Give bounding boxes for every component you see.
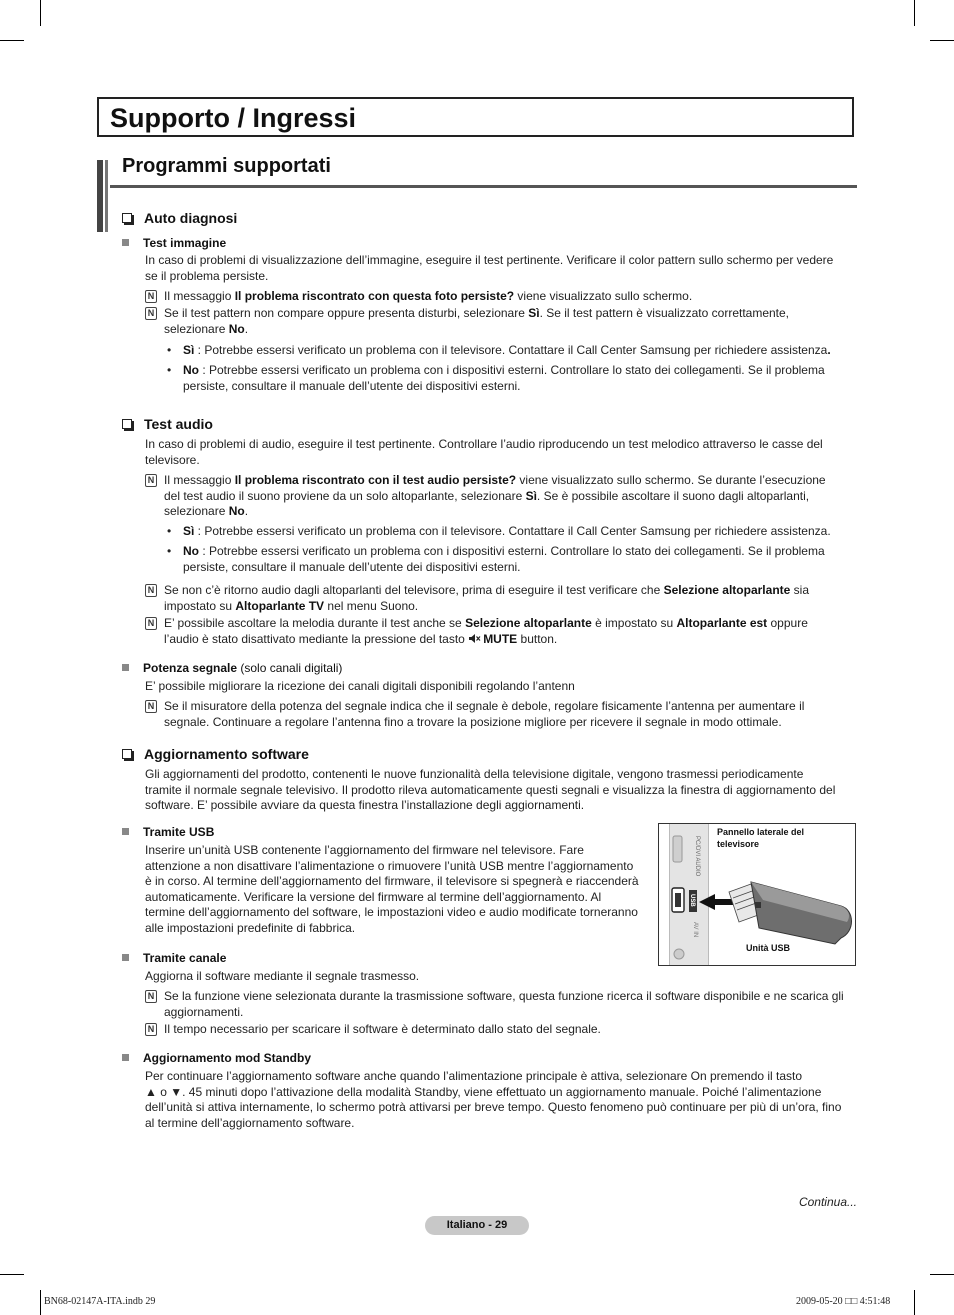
note-icon: N — [145, 617, 157, 630]
note-icon: N — [145, 700, 157, 713]
subheading-tramite-canale: Tramite canale — [122, 951, 226, 965]
page-number-badge: Italiano - 29 — [425, 1216, 529, 1235]
list-item: • Sì : Potrebbe essersi verificato un problema con il televisore. Contattare il Call Center Samsung per richiedere assistenza. — [167, 343, 831, 357]
checkbox-icon — [122, 419, 132, 429]
subheading-aggiornamento-standby: Aggiornamento mod Standby — [122, 1051, 311, 1065]
paragraph: Inserire un’unità USB contenente l’aggiornamento del firmware nel televisore. Fare attenzione a non disattivare l’alimentazione o rimuovere l’unità USB mentre l’aggiornamento è in corso. Al termine dell’aggiornamento del firmware, il televisore si spegnerà e riaccenderà automaticamente. Verificare la versione del firmware al termine dell’aggiornamento. Al termine dell’aggiornamento del software, le impostazioni video e audio modificate torneranno alle impostazioni predefinite di fabbrica. — [145, 843, 639, 935]
note: N Se non c’è ritorno audio dagli altoparlanti del televisore, prima di eseguire il test verificare che Selezione altoparlante sia impostato su Altoparlante TV nel menu Suono. — [145, 583, 857, 614]
footer-timestamp: 2009-05-20 □□ 4:51:48 — [796, 1296, 891, 1307]
crop-mark — [914, 0, 915, 26]
section-bar — [97, 160, 103, 232]
mute-icon — [468, 633, 481, 644]
page-title-box — [97, 97, 854, 137]
square-bullet-icon — [122, 828, 129, 835]
square-bullet-icon — [122, 239, 129, 246]
crop-mark — [930, 40, 954, 41]
square-bullet-icon — [122, 664, 129, 671]
note-icon: N — [145, 307, 157, 320]
paragraph: Gli aggiornamenti del prodotto, contenenti le nuove funzionalità della televisione digitale, vengono trasmessi periodicamente tramite il normale segnale televisivo. Il prodotto rileva automaticamente questi segnali e visualizza la finestra di aggiornamento del software. E’ possibile avviare da questa finestra l’installazione degli aggiornamenti. — [145, 767, 836, 812]
square-bullet-icon — [122, 954, 129, 961]
checkbox-icon — [122, 749, 132, 759]
subheading-test-immagine: Test immagine — [122, 236, 226, 250]
section-rule — [110, 185, 857, 188]
bullet-icon: • — [167, 363, 172, 377]
bullet-icon: • — [167, 343, 172, 357]
bullet-icon: • — [167, 544, 172, 558]
subheading-potenza-segnale: Potenza segnale (solo canali digitali) — [122, 661, 342, 675]
port-label-pc: PC/DVI AUDIO — [694, 836, 700, 877]
heading-test-audio: Test audio — [122, 416, 213, 432]
av-port-icon — [674, 949, 684, 959]
section-title: Programmi supportati — [122, 155, 331, 177]
paragraph: E’ possibile migliorare la ricezione dei canali digitali disponibili regolando l’antenn — [145, 679, 575, 693]
crop-mark — [0, 40, 24, 41]
note-icon: N — [145, 990, 157, 1003]
footer-file: BN68-02147A-ITA.indb 29 — [44, 1296, 156, 1307]
heading-aggiornamento-software: Aggiornamento software — [122, 746, 309, 762]
crop-mark — [914, 1290, 915, 1315]
heading-auto-diagnosi: Auto diagnosi — [122, 210, 237, 226]
subheading-tramite-usb: Tramite USB — [122, 825, 214, 839]
note: N Se il test pattern non compare oppure presenta disturbi, selezionare Sì. Se il test pattern è visualizzato correttamente, selezionare No. — [145, 306, 857, 337]
note-icon: N — [145, 474, 157, 487]
continua-link: Continua... — [798, 1195, 857, 1209]
figure-caption-panel: Pannello laterale del televisore — [717, 827, 805, 849]
bullet-icon: • — [167, 524, 172, 538]
note: N E’ possibile ascoltare la melodia durante il test anche se Selezione altoparlante è impostato su Altoparlante est oppure l’audio è stato disattivato mediante la pressione del tasto MUTE button. — [145, 616, 857, 647]
crop-mark — [930, 1274, 954, 1275]
port-label-av: AV IN — [692, 922, 698, 938]
note-icon: N — [145, 1023, 157, 1036]
square-bullet-icon — [122, 1054, 129, 1061]
crop-mark — [40, 0, 41, 26]
crop-mark — [0, 1274, 24, 1275]
crop-mark — [40, 1290, 41, 1315]
usb-figure — [658, 823, 856, 966]
paragraph: Aggiorna il software mediante il segnale trasmesso. — [145, 969, 420, 983]
note: N Il messaggio Il problema riscontrato con il test audio persiste? viene visualizzato sullo schermo. Se durante l’esecuzione del test audio il suono proviene da un solo altoparlante, selezionare Sì. Se è possibile ascoltare il suono dagli altoparlanti, selezionare No. — [145, 473, 857, 520]
note: N Il messaggio Il problema riscontrato con questa foto persiste? viene visualizzato sullo schermo. — [145, 289, 857, 305]
audio-port-icon — [673, 836, 682, 862]
paragraph: In caso di problemi di visualizzazione dell’immagine, eseguire il test pertinente. Verificare il color pattern sullo schermo per vedere se il problema persiste. — [145, 253, 834, 283]
list-item: • No : Potrebbe essersi verificato un problema con i dispositivi esterni. Controllare lo stato dei collegamenti. Se il problema persiste, consultare il manuale dell’utente dei dispositivi esterni. — [167, 544, 825, 574]
page-title: Supporto / Ingressi — [110, 103, 357, 133]
note-icon: N — [145, 290, 157, 303]
note: N Se la funzione viene selezionata durante la trasmissione software, questa funzione ricerca il software disponibile e ne scarica gli aggiornamenti. — [145, 989, 857, 1020]
figure-caption-usb: Unità USB — [746, 943, 791, 953]
list-item: • Sì : Potrebbe essersi verificato un problema con il televisore. Contattare il Call Center Samsung per richiedere assistenza. — [167, 524, 831, 538]
note: N Il tempo necessario per scaricare il software è determinato dallo stato del segnale. — [145, 1022, 857, 1038]
section-bar-accent — [105, 160, 108, 232]
paragraph: Per continuare l’aggiornamento software anche quando l’alimentazione principale è attiva, selezionare On premendo il tasto ▲ o ▼. 45 minuti dopo l’attivazione della modalità Standby, viene effettuato un aggiornamento manuale. Poiché l’alimentazione dell’unità si attiva internamente, lo schermo potrà attivarsi per breve tempo. Questo fenomeno può continuare per più di un’ora, fino al termine dell’aggiornamento software. — [145, 1069, 842, 1130]
note: N Se il misuratore della potenza del segnale indica che il segnale è debole, regolare fisicamente l’antenna per aumentare il segnale. Continuare a regolare l’antenna fino a trovare la posizione migliore per ricevere il segnale in modo ottimale. — [145, 699, 857, 730]
port-label-usb: USB — [689, 894, 695, 907]
list-item: • No : Potrebbe essersi verificato un problema con i dispositivi esterni. Controllare lo stato dei collegamenti. Se il problema persiste, consultare il manuale dell’utente dei dispositivi esterni. — [167, 363, 825, 393]
paragraph: In caso di problemi di audio, eseguire il test pertinente. Controllare l’audio riproducendo un test melodico attraverso le casse del televisore. — [145, 437, 823, 467]
arrow-icon — [699, 894, 733, 910]
checkbox-icon — [122, 213, 132, 223]
note-icon: N — [145, 584, 157, 597]
